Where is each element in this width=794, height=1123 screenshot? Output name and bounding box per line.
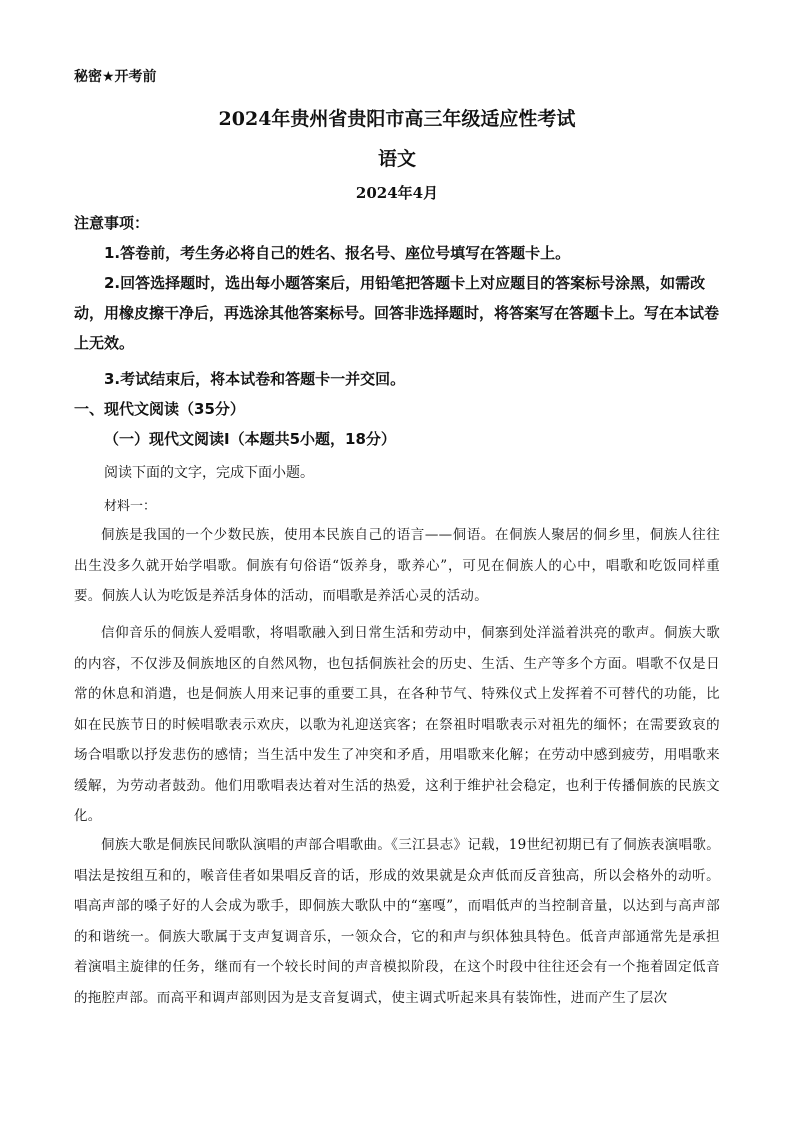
reading-instruction: 阅读下面的文字，完成下面小题。 [104, 465, 314, 481]
subsection-title: （一）现代文阅读Ⅰ（本题共5小题，18分） [104, 430, 396, 448]
notice-heading: 注意事项： [74, 214, 150, 232]
paragraph-3: 侗族大歌是侗族民间歌队演唱的声部合唱歌曲。《三江县志》记载，19世纪初期已有了侗族表演唱歌。唱法是按组互和的，喉音佳者如果唱反音的话，形成的效果就是众声低而反音独高，所以会格外的动听。唱高声部的嗓子好的人会成为歌手，即侗族大歌队中的“塞嘎”，而唱低声的当控制音量，以达到与高声部的和谐统一。侗族大歌属于支声复调音乐，一领众合，它的和声与织体独具特色。低音声部通常先是承担着演唱主旋律的任务，继而有一个较长时间的声音模拟阶段，在这个时段中往往还会有一个拖着固定低音的拖腔声部。而高平和调声部则因为是支音复调式，使主调式听起来具有装饰性，进而产生了层次 [74, 837, 720, 1006]
section-title: 一、现代文阅读（35分） [74, 400, 245, 418]
notice-item-1: 1.答卷前，考生务必将自己的姓名、报名号、座位号填写在答题卡上。 [104, 244, 571, 262]
paragraph-2: 信仰音乐的侗族人爱唱歌，将唱歌融入到日常生活和劳动中，侗寨到处洋溢着洪亮的歌声。侗族大歌的内容，不仅涉及侗族地区的自然风物，也包括侗族社会的历史、生活、生产等多个方面。唱歌不仅是日常的休息和消遣，也是侗族人用来记事的重要工具，在各种节气、特殊仪式上发挥着不可替代的功能，比如在民族节日的时候唱歌表示欢庆，以歌为礼迎送宾客；在祭祖时唱歌表示对祖先的缅怀；在需要致哀的场合唱歌以抒发悲伤的感情；当生活中发生了冲突和矛盾，用唱歌来化解；在劳动中感到疲劳，用唱歌来缓解，为劳动者鼓劲。他们用歌唱表达着对生活的热爱，这利于维护社会稳定，也利于传播侗族的民族文化。 [74, 625, 720, 824]
material-label: 材料一： [104, 499, 157, 514]
exam-date: 2024年4月 [355, 184, 439, 202]
confidential-label: 秘密★开考前 [74, 69, 157, 85]
subject-title: 语文 [377, 148, 416, 170]
notice-item-3: 3.考试结束后，将本试卷和答题卡一并交回。 [104, 370, 406, 388]
exam-title: 2024年贵州省贵阳市高三年级适应性考试 [218, 108, 576, 130]
notice-item-2: 2.回答选择题时，选出每小题答案后，用铅笔把答题卡上对应题目的答案标号涂黑，如需改动，用橡皮擦干净后，再选涂其他答案标号。回答非选择题时，将答案写在答题卡上。写在本试卷上无效。 [74, 274, 720, 352]
paragraph-1: 侗族是我国的一个少数民族，使用本民族自己的语言——侗语。在侗族人聚居的侗乡里，侗族人往往出生没多久就开始学唱歌。侗族有句俗语“饭养身，歌养心”，可见在侗族人的心中，唱歌和吃饭同样重要。侗族人认为吃饭是养活身体的活动，而唱歌是养活心灵的活动。 [74, 527, 720, 604]
